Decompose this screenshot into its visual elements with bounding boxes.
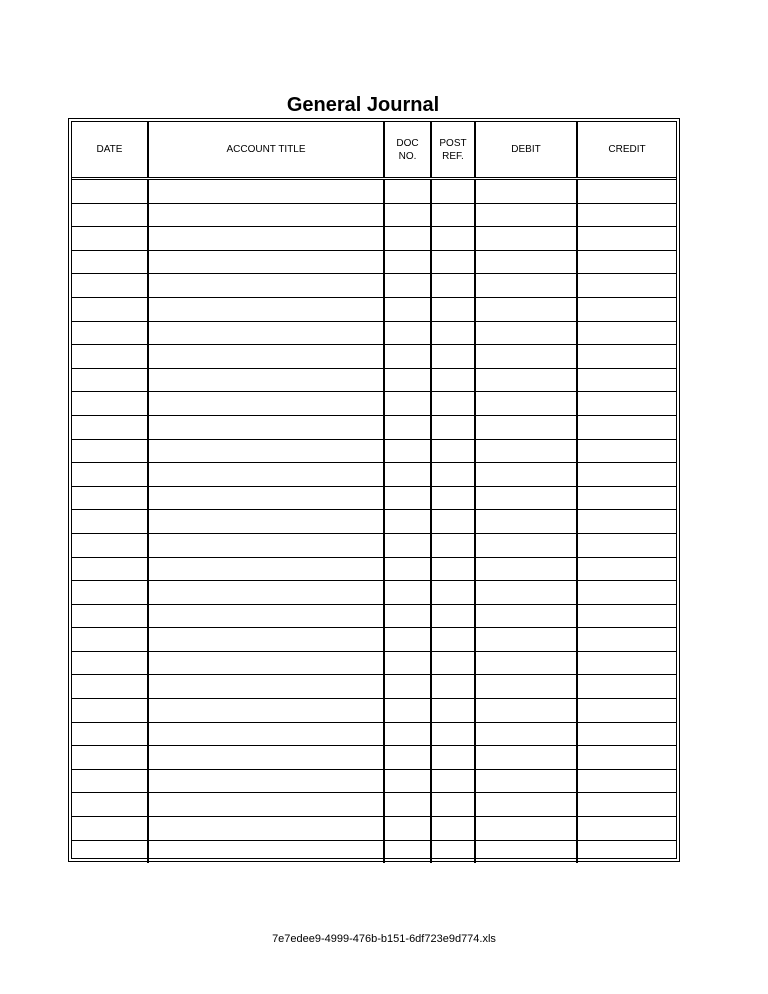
cell-doc-no <box>384 722 431 746</box>
journal-entry-row <box>72 699 676 723</box>
journal-entry-row <box>72 604 676 628</box>
cell-account-title <box>148 250 384 274</box>
cell-post-ref <box>431 817 475 841</box>
cell-debit <box>475 486 577 510</box>
cell-post-ref <box>431 227 475 251</box>
cell-doc-no <box>384 533 431 557</box>
cell-credit <box>577 321 676 345</box>
cell-debit <box>475 368 577 392</box>
cell-credit <box>577 486 676 510</box>
cell-debit <box>475 840 577 863</box>
cell-date <box>72 368 148 392</box>
cell-account-title <box>148 274 384 298</box>
cell-doc-no <box>384 651 431 675</box>
cell-credit <box>577 250 676 274</box>
journal-entry-row <box>72 746 676 770</box>
cell-credit <box>577 722 676 746</box>
cell-debit <box>475 769 577 793</box>
cell-post-ref <box>431 179 475 204</box>
cell-credit <box>577 297 676 321</box>
cell-debit <box>475 463 577 487</box>
cell-date <box>72 651 148 675</box>
column-header-debit: DEBIT <box>475 122 577 179</box>
cell-doc-no <box>384 628 431 652</box>
journal-entry-row <box>72 581 676 605</box>
cell-doc-no <box>384 817 431 841</box>
cell-post-ref <box>431 793 475 817</box>
cell-date <box>72 675 148 699</box>
cell-post-ref <box>431 345 475 369</box>
cell-post-ref <box>431 604 475 628</box>
cell-doc-no <box>384 250 431 274</box>
cell-post-ref <box>431 321 475 345</box>
cell-credit <box>577 651 676 675</box>
cell-date <box>72 392 148 416</box>
cell-credit <box>577 415 676 439</box>
journal-entry-row <box>72 274 676 298</box>
cell-credit <box>577 840 676 863</box>
cell-credit <box>577 392 676 416</box>
journal-entry-row <box>72 817 676 841</box>
cell-account-title <box>148 227 384 251</box>
cell-doc-no <box>384 510 431 534</box>
cell-doc-no <box>384 297 431 321</box>
cell-debit <box>475 274 577 298</box>
cell-credit <box>577 699 676 723</box>
journal-entry-row <box>72 675 676 699</box>
cell-doc-no <box>384 463 431 487</box>
cell-date <box>72 604 148 628</box>
cell-date <box>72 463 148 487</box>
cell-credit <box>577 439 676 463</box>
cell-doc-no <box>384 368 431 392</box>
cell-date <box>72 250 148 274</box>
cell-debit <box>475 722 577 746</box>
cell-doc-no <box>384 675 431 699</box>
cell-debit <box>475 581 577 605</box>
cell-debit <box>475 415 577 439</box>
cell-post-ref <box>431 250 475 274</box>
journal-entry-row <box>72 557 676 581</box>
cell-date <box>72 722 148 746</box>
journal-entry-row <box>72 227 676 251</box>
cell-account-title <box>148 368 384 392</box>
cell-date <box>72 274 148 298</box>
journal-entry-row <box>72 628 676 652</box>
cell-post-ref <box>431 581 475 605</box>
cell-date <box>72 628 148 652</box>
column-header-date: DATE <box>72 122 148 179</box>
journal-entry-row <box>72 840 676 863</box>
cell-date <box>72 793 148 817</box>
journal-entry-row <box>72 439 676 463</box>
cell-post-ref <box>431 415 475 439</box>
cell-doc-no <box>384 227 431 251</box>
cell-post-ref <box>431 510 475 534</box>
cell-date <box>72 227 148 251</box>
cell-credit <box>577 203 676 227</box>
cell-account-title <box>148 345 384 369</box>
cell-credit <box>577 628 676 652</box>
cell-credit <box>577 581 676 605</box>
cell-credit <box>577 179 676 204</box>
cell-date <box>72 510 148 534</box>
journal-entry-row <box>72 769 676 793</box>
cell-debit <box>475 297 577 321</box>
cell-doc-no <box>384 746 431 770</box>
journal-table <box>72 122 676 863</box>
cell-credit <box>577 227 676 251</box>
cell-date <box>72 557 148 581</box>
journal-entry-row <box>72 651 676 675</box>
cell-debit <box>475 817 577 841</box>
cell-debit <box>475 675 577 699</box>
cell-post-ref <box>431 628 475 652</box>
cell-debit <box>475 392 577 416</box>
cell-credit <box>577 604 676 628</box>
cell-date <box>72 699 148 723</box>
cell-date <box>72 439 148 463</box>
cell-account-title <box>148 628 384 652</box>
cell-post-ref <box>431 439 475 463</box>
journal-entry-row <box>72 722 676 746</box>
cell-post-ref <box>431 463 475 487</box>
cell-post-ref <box>431 557 475 581</box>
cell-credit <box>577 817 676 841</box>
cell-post-ref <box>431 699 475 723</box>
journal-entry-row <box>72 510 676 534</box>
cell-post-ref <box>431 746 475 770</box>
cell-account-title <box>148 675 384 699</box>
cell-account-title <box>148 557 384 581</box>
cell-post-ref <box>431 840 475 863</box>
journal-entry-row <box>72 250 676 274</box>
cell-debit <box>475 651 577 675</box>
cell-doc-no <box>384 699 431 723</box>
cell-debit <box>475 321 577 345</box>
cell-debit <box>475 227 577 251</box>
journal-entry-row <box>72 533 676 557</box>
cell-debit <box>475 604 577 628</box>
cell-account-title <box>148 463 384 487</box>
cell-post-ref <box>431 486 475 510</box>
header-row <box>72 122 676 179</box>
journal-entry-row <box>72 463 676 487</box>
cell-account-title <box>148 297 384 321</box>
cell-post-ref <box>431 533 475 557</box>
cell-date <box>72 179 148 204</box>
cell-date <box>72 746 148 770</box>
column-header-post-ref: POST REF. <box>431 122 475 179</box>
column-header-credit: CREDIT <box>577 122 676 179</box>
cell-debit <box>475 250 577 274</box>
journal-entry-row <box>72 486 676 510</box>
cell-account-title <box>148 793 384 817</box>
cell-post-ref <box>431 722 475 746</box>
cell-date <box>72 203 148 227</box>
journal-entry-row <box>72 321 676 345</box>
cell-doc-no <box>384 415 431 439</box>
cell-post-ref <box>431 675 475 699</box>
cell-account-title <box>148 439 384 463</box>
cell-credit <box>577 769 676 793</box>
cell-date <box>72 817 148 841</box>
cell-doc-no <box>384 604 431 628</box>
cell-date <box>72 297 148 321</box>
cell-account-title <box>148 179 384 204</box>
cell-post-ref <box>431 651 475 675</box>
cell-doc-no <box>384 179 431 204</box>
file-name-footer: 7e7edee9-4999-476b-b151-6df723e9d774.xls <box>272 933 496 945</box>
column-header-account-title: ACCOUNT TITLE <box>148 122 384 179</box>
journal-body <box>72 179 676 864</box>
journal-entry-row <box>72 203 676 227</box>
cell-account-title <box>148 746 384 770</box>
cell-date <box>72 769 148 793</box>
journal-entry-row <box>72 179 676 204</box>
cell-debit <box>475 439 577 463</box>
cell-doc-no <box>384 274 431 298</box>
cell-post-ref <box>431 203 475 227</box>
cell-date <box>72 581 148 605</box>
cell-doc-no <box>384 557 431 581</box>
cell-credit <box>577 510 676 534</box>
cell-credit <box>577 368 676 392</box>
cell-account-title <box>148 392 384 416</box>
cell-credit <box>577 274 676 298</box>
journal-table-frame <box>68 118 680 862</box>
cell-date <box>72 345 148 369</box>
cell-post-ref <box>431 392 475 416</box>
cell-credit <box>577 557 676 581</box>
cell-credit <box>577 463 676 487</box>
cell-doc-no <box>384 439 431 463</box>
cell-account-title <box>148 581 384 605</box>
cell-debit <box>475 746 577 770</box>
cell-account-title <box>148 769 384 793</box>
cell-post-ref <box>431 769 475 793</box>
cell-account-title <box>148 722 384 746</box>
cell-doc-no <box>384 793 431 817</box>
cell-debit <box>475 533 577 557</box>
journal-table-inner-frame <box>71 121 677 859</box>
cell-account-title <box>148 699 384 723</box>
cell-doc-no <box>384 840 431 863</box>
cell-account-title <box>148 415 384 439</box>
cell-account-title <box>148 510 384 534</box>
cell-debit <box>475 793 577 817</box>
cell-debit <box>475 345 577 369</box>
journal-entry-row <box>72 793 676 817</box>
cell-debit <box>475 510 577 534</box>
cell-date <box>72 533 148 557</box>
cell-doc-no <box>384 345 431 369</box>
cell-doc-no <box>384 321 431 345</box>
cell-account-title <box>148 203 384 227</box>
cell-post-ref <box>431 368 475 392</box>
cell-doc-no <box>384 392 431 416</box>
cell-debit <box>475 557 577 581</box>
journal-entry-row <box>72 345 676 369</box>
cell-doc-no <box>384 769 431 793</box>
cell-account-title <box>148 486 384 510</box>
cell-credit <box>577 345 676 369</box>
cell-debit <box>475 203 577 227</box>
cell-account-title <box>148 604 384 628</box>
cell-account-title <box>148 840 384 863</box>
cell-credit <box>577 746 676 770</box>
journal-entry-row <box>72 368 676 392</box>
cell-account-title <box>148 817 384 841</box>
cell-debit <box>475 628 577 652</box>
cell-credit <box>577 533 676 557</box>
cell-date <box>72 840 148 863</box>
cell-date <box>72 486 148 510</box>
journal-entry-row <box>72 392 676 416</box>
column-header-doc-no: DOC NO. <box>384 122 431 179</box>
cell-date <box>72 415 148 439</box>
cell-account-title <box>148 533 384 557</box>
cell-credit <box>577 675 676 699</box>
cell-account-title <box>148 321 384 345</box>
cell-credit <box>577 793 676 817</box>
journal-entry-row <box>72 297 676 321</box>
cell-doc-no <box>384 486 431 510</box>
cell-doc-no <box>384 581 431 605</box>
page-title: General Journal <box>286 94 440 116</box>
cell-debit <box>475 179 577 204</box>
cell-doc-no <box>384 203 431 227</box>
cell-account-title <box>148 651 384 675</box>
cell-post-ref <box>431 297 475 321</box>
journal-entry-row <box>72 415 676 439</box>
cell-post-ref <box>431 274 475 298</box>
cell-date <box>72 321 148 345</box>
cell-debit <box>475 699 577 723</box>
